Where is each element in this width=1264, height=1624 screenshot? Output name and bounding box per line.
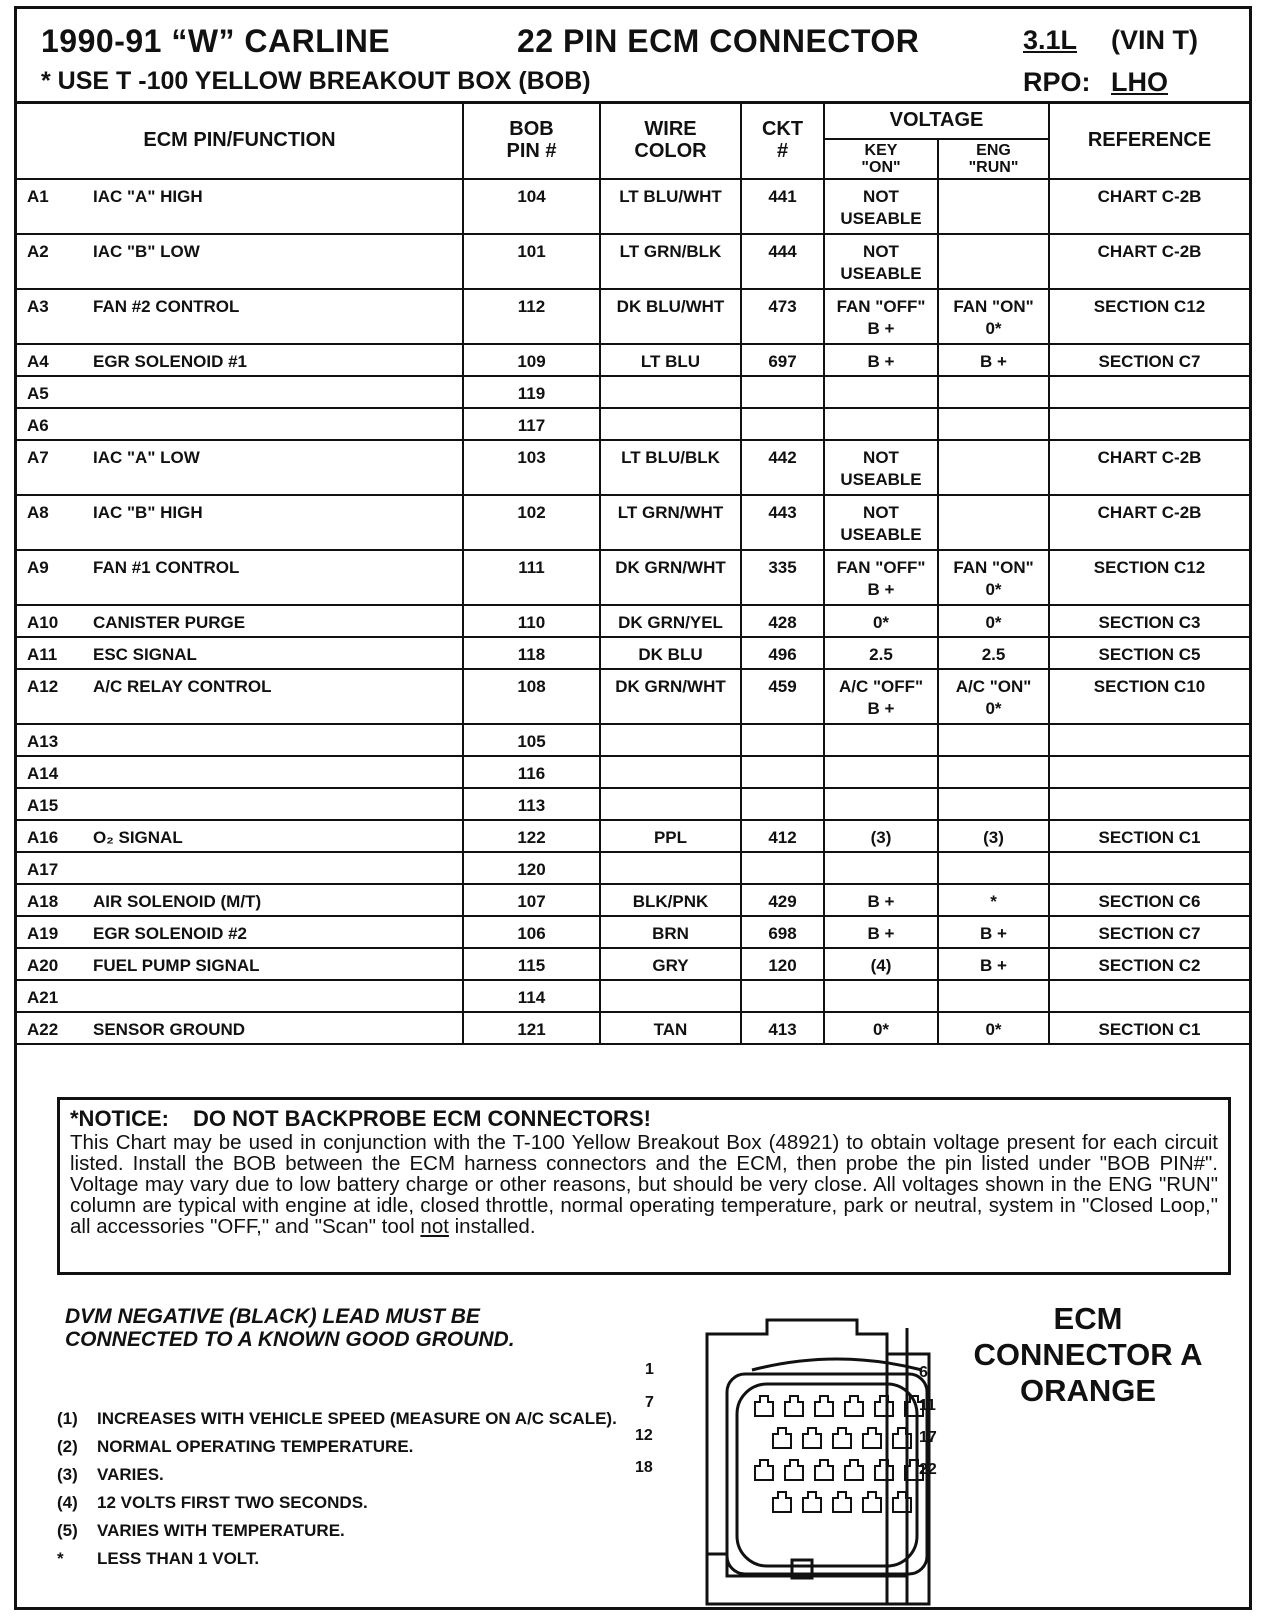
reference-cell: SECTION C1 — [1049, 1012, 1249, 1044]
eng-run-voltage-cell: B + — [938, 916, 1049, 948]
pin-cavity — [833, 1428, 851, 1448]
pin-cavity — [773, 1428, 791, 1448]
pin-rows — [17, 179, 1249, 1044]
bob-pin-cell: 117 — [463, 408, 600, 440]
pin-function-cell — [17, 605, 463, 637]
key-on-voltage-cell: 2.5 — [824, 637, 938, 669]
reference-cell: SECTION C12 — [1049, 289, 1249, 344]
dvm-warning-line2: CONNECTED TO A KNOWN GOOD GROUND. — [65, 1328, 515, 1351]
pin-id: A17 — [27, 860, 59, 879]
wire-color-cell — [600, 408, 741, 440]
bob-pin-cell: 101 — [463, 234, 600, 289]
pin-cavity — [845, 1460, 863, 1480]
footnote — [57, 1405, 617, 1433]
pin-function-cell — [17, 637, 463, 669]
footnote — [57, 1433, 617, 1461]
pin-function-cell — [17, 980, 463, 1012]
footnote-text: 12 VOLTS FIRST TWO SECONDS. — [97, 1493, 368, 1512]
rpo-value: LHO — [1111, 67, 1168, 97]
eng-run-voltage-cell: 2.5 — [938, 637, 1049, 669]
pin-id: A18 — [27, 892, 59, 911]
pin-cavity — [803, 1428, 821, 1448]
pin-function-name: AIR SOLENOID (M/T) — [93, 892, 262, 911]
pin-id: A1 — [27, 187, 49, 206]
footnote — [57, 1461, 617, 1489]
footnote-text: NORMAL OPERATING TEMPERATURE. — [97, 1437, 414, 1456]
pin-voltage-table — [17, 101, 1249, 1045]
footnote-text: INCREASES WITH VEHICLE SPEED (MEASURE ON A/C SCALE). — [97, 1409, 617, 1428]
bob-pin-cell: 102 — [463, 495, 600, 550]
table-row — [17, 788, 1249, 820]
eng-run-voltage-cell — [938, 179, 1049, 234]
eng-run-voltage-cell — [938, 852, 1049, 884]
pin-function-cell — [17, 376, 463, 408]
footnote — [57, 1489, 617, 1517]
circuit-cell: 459 — [741, 669, 824, 724]
bob-pin-cell: 112 — [463, 289, 600, 344]
reference-cell: SECTION C7 — [1049, 344, 1249, 376]
pin-cavity — [785, 1396, 803, 1416]
eng-run-voltage-cell — [938, 756, 1049, 788]
pin-cavity — [815, 1460, 833, 1480]
circuit-cell: 441 — [741, 179, 824, 234]
eng-run-voltage-cell: 0* — [938, 605, 1049, 637]
connector-face — [737, 1384, 917, 1566]
header-bob-pin: BOB PIN # — [463, 101, 600, 179]
eng-run-voltage-cell — [938, 495, 1049, 550]
reference-cell — [1049, 408, 1249, 440]
eng-run-voltage-cell — [938, 408, 1049, 440]
reference-cell: CHART C-2B — [1049, 234, 1249, 289]
circuit-cell: 335 — [741, 550, 824, 605]
table-row — [17, 408, 1249, 440]
key-on-voltage-cell — [824, 980, 938, 1012]
wire-color-cell: LT GRN/WHT — [600, 495, 741, 550]
pin-function-cell — [17, 756, 463, 788]
wire-color-cell — [600, 788, 741, 820]
key-on-voltage-cell: (3) — [824, 820, 938, 852]
bob-pin-cell: 113 — [463, 788, 600, 820]
pin-id: A11 — [27, 645, 58, 664]
notice-text-end: installed. — [448, 1215, 536, 1238]
notice-underlined-word: not — [420, 1215, 449, 1238]
pin-function-cell — [17, 820, 463, 852]
pin-number-left-7: 7 — [645, 1394, 654, 1411]
pin-function-cell — [17, 440, 463, 495]
eng-run-voltage-cell: FAN "ON" 0* — [938, 289, 1049, 344]
pin-function-cell — [17, 550, 463, 605]
bob-pin-cell: 119 — [463, 376, 600, 408]
eng-run-voltage-cell: B + — [938, 344, 1049, 376]
eng-run-voltage-cell: FAN "ON" 0* — [938, 550, 1049, 605]
pin-id: A15 — [27, 796, 59, 815]
pin-cavity — [845, 1396, 863, 1416]
bob-pin-cell: 110 — [463, 605, 600, 637]
connector-label — [965, 1301, 1211, 1409]
circuit-cell — [741, 788, 824, 820]
connector-housing — [707, 1320, 929, 1604]
pin-cavity — [875, 1396, 893, 1416]
wire-color-cell: GRY — [600, 948, 741, 980]
table-row — [17, 884, 1249, 916]
pin-cavity — [755, 1460, 773, 1480]
key-on-voltage-cell: B + — [824, 884, 938, 916]
dvm-warning — [65, 1305, 515, 1351]
eng-run-voltage-cell — [938, 440, 1049, 495]
wire-color-cell: BLK/PNK — [600, 884, 741, 916]
pin-function-name: FUEL PUMP SIGNAL — [93, 956, 260, 975]
pin-id: A5 — [27, 384, 49, 403]
pin-function-name: IAC "B" LOW — [93, 242, 200, 261]
pin-number-right-17: 17 — [919, 1429, 937, 1446]
pin-function-cell — [17, 852, 463, 884]
wire-color-cell: PPL — [600, 820, 741, 852]
reference-cell: SECTION C6 — [1049, 884, 1249, 916]
reference-cell: SECTION C5 — [1049, 637, 1249, 669]
pin-number-left-1: 1 — [645, 1361, 654, 1378]
wire-color-cell — [600, 980, 741, 1012]
footnote-key: (4) — [57, 1493, 78, 1512]
pin-id: A21 — [27, 988, 59, 1007]
wire-color-cell: LT GRN/BLK — [600, 234, 741, 289]
notice-body — [70, 1132, 1218, 1237]
pin-function-cell — [17, 495, 463, 550]
notice-warning: DO NOT BACKPROBE ECM CONNECTORS! — [193, 1106, 651, 1131]
wire-color-cell — [600, 756, 741, 788]
header-ckt: CKT # — [741, 101, 824, 179]
wire-color-cell: DK GRN/WHT — [600, 669, 741, 724]
wire-color-cell — [600, 724, 741, 756]
reference-cell: SECTION C7 — [1049, 916, 1249, 948]
bob-pin-cell: 121 — [463, 1012, 600, 1044]
connector-label-line2: CONNECTOR A — [973, 1337, 1203, 1372]
key-on-voltage-cell: NOT USEABLE — [824, 440, 938, 495]
pin-cavity — [815, 1396, 833, 1416]
pin-id: A4 — [27, 352, 49, 371]
eng-run-voltage-cell — [938, 234, 1049, 289]
circuit-cell — [741, 376, 824, 408]
footnote — [57, 1517, 617, 1545]
bob-pin-cell: 103 — [463, 440, 600, 495]
key-on-voltage-cell — [824, 756, 938, 788]
pin-id: A3 — [27, 297, 49, 316]
connector-body — [727, 1374, 927, 1574]
wire-color-cell: LT BLU/WHT — [600, 179, 741, 234]
table-row — [17, 289, 1249, 344]
vin-code: (VIN T) — [1111, 25, 1198, 55]
pin-id: A8 — [27, 503, 49, 522]
table-row — [17, 605, 1249, 637]
key-on-voltage-cell: FAN "OFF" B + — [824, 550, 938, 605]
key-on-voltage-cell — [824, 408, 938, 440]
table-row — [17, 820, 1249, 852]
table-row — [17, 637, 1249, 669]
ecm-connector-diagram — [697, 1314, 937, 1609]
footnote — [57, 1545, 617, 1573]
wire-color-cell — [600, 852, 741, 884]
reference-cell: CHART C-2B — [1049, 440, 1249, 495]
pin-id: A12 — [27, 677, 59, 696]
key-on-voltage-cell: FAN "OFF" B + — [824, 289, 938, 344]
bob-instruction: * USE T -100 YELLOW BREAKOUT BOX (BOB) — [41, 67, 591, 95]
key-on-voltage-cell — [824, 852, 938, 884]
notice-text: This Chart may be used in conjunction with the T-100 Yellow Breakout Box (48921) to obtain voltage present for each circuit listed. Install the BOB between the ECM harness connectors and the ECM, then probe the pin listed under "BOB PIN#". Voltage may vary due to low battery charge or other reasons, but should be very close. All voltages shown in the ENG "RUN" column are typical with engine at idle, closed throttle, normal operating temperature, park or neutral, system in "Closed Loop," all accessories "OFF," and "Scan" tool — [70, 1131, 1218, 1238]
pin-cavity — [875, 1460, 893, 1480]
header-wire-color: WIRE COLOR — [600, 101, 741, 179]
pin-id: A16 — [27, 828, 59, 847]
pin-id: A7 — [27, 448, 49, 467]
circuit-cell: 442 — [741, 440, 824, 495]
reference-cell — [1049, 376, 1249, 408]
pin-function-name: ESC SIGNAL — [93, 645, 197, 664]
eng-run-voltage-cell: B + — [938, 948, 1049, 980]
reference-cell — [1049, 756, 1249, 788]
wire-color-cell: DK BLU/WHT — [600, 289, 741, 344]
pin-id: A22 — [27, 1020, 59, 1039]
pin-function-name: CANISTER PURGE — [93, 613, 246, 632]
key-on-voltage-cell: NOT USEABLE — [824, 234, 938, 289]
pin-number-right-11: 11 — [919, 1397, 936, 1414]
table-row — [17, 948, 1249, 980]
pin-cavity — [863, 1492, 881, 1512]
footnote-key: (2) — [57, 1437, 78, 1456]
pin-number-left-18: 18 — [635, 1459, 653, 1476]
table-row — [17, 376, 1249, 408]
pin-function-name: IAC "A" LOW — [93, 448, 200, 467]
notice-box — [57, 1097, 1231, 1275]
key-on-voltage-cell — [824, 724, 938, 756]
table-row — [17, 1012, 1249, 1044]
table-row — [17, 179, 1249, 234]
pin-function-cell — [17, 724, 463, 756]
pin-function-cell — [17, 234, 463, 289]
circuit-cell: 496 — [741, 637, 824, 669]
pin-function-cell — [17, 916, 463, 948]
key-on-voltage-cell: 0* — [824, 1012, 938, 1044]
eng-run-voltage-cell: 0* — [938, 1012, 1049, 1044]
bob-pin-cell: 109 — [463, 344, 600, 376]
bob-pin-cell: 118 — [463, 637, 600, 669]
footnote-key: (5) — [57, 1521, 78, 1540]
pin-id: A10 — [27, 613, 59, 632]
reference-cell: SECTION C1 — [1049, 820, 1249, 852]
circuit-cell: 428 — [741, 605, 824, 637]
circuit-cell: 444 — [741, 234, 824, 289]
rpo-label: RPO: — [1023, 67, 1091, 97]
table-row — [17, 344, 1249, 376]
wire-color-cell: DK GRN/YEL — [600, 605, 741, 637]
key-on-voltage-cell: B + — [824, 916, 938, 948]
key-on-voltage-cell: NOT USEABLE — [824, 495, 938, 550]
wire-color-cell: DK GRN/WHT — [600, 550, 741, 605]
table-row — [17, 440, 1249, 495]
bob-pin-cell: 111 — [463, 550, 600, 605]
bob-pin-cell: 116 — [463, 756, 600, 788]
connector-label-line3: ORANGE — [1019, 1373, 1157, 1408]
table-row — [17, 550, 1249, 605]
circuit-cell: 698 — [741, 916, 824, 948]
pin-cavity — [863, 1428, 881, 1448]
table-row — [17, 669, 1249, 724]
eng-run-voltage-cell: (3) — [938, 820, 1049, 852]
connector-title: 22 PIN ECM CONNECTOR — [517, 23, 920, 59]
engine-size: 3.1L — [1023, 25, 1078, 55]
pin-id: A2 — [27, 242, 49, 261]
circuit-cell — [741, 980, 824, 1012]
footnote-text: VARIES. — [97, 1465, 164, 1484]
bob-pin-cell: 108 — [463, 669, 600, 724]
circuit-cell: 413 — [741, 1012, 824, 1044]
wire-color-cell — [600, 376, 741, 408]
reference-cell — [1049, 980, 1249, 1012]
pin-function-cell — [17, 408, 463, 440]
dvm-warning-line1: DVM NEGATIVE (BLACK) LEAD MUST BE — [65, 1305, 480, 1328]
reference-cell — [1049, 724, 1249, 756]
key-on-voltage-cell: B + — [824, 344, 938, 376]
key-on-voltage-cell: A/C "OFF" B + — [824, 669, 938, 724]
pin-function-cell — [17, 344, 463, 376]
footnote-text: LESS THAN 1 VOLT. — [97, 1549, 260, 1568]
pin-function-cell — [17, 948, 463, 980]
pin-function-cell — [17, 788, 463, 820]
wire-color-cell: DK BLU — [600, 637, 741, 669]
pin-function-cell — [17, 179, 463, 234]
key-on-voltage-cell: 0* — [824, 605, 938, 637]
eng-run-voltage-cell — [938, 376, 1049, 408]
reference-cell — [1049, 852, 1249, 884]
circuit-cell — [741, 852, 824, 884]
circuit-cell — [741, 756, 824, 788]
key-on-voltage-cell: NOT USEABLE — [824, 179, 938, 234]
bob-pin-cell: 115 — [463, 948, 600, 980]
footnote-key: (3) — [57, 1465, 78, 1484]
pin-number-right-6: 6 — [919, 1364, 928, 1381]
reference-cell — [1049, 788, 1249, 820]
pin-cavity — [785, 1460, 803, 1480]
pin-function-name: A/C RELAY CONTROL — [93, 677, 272, 696]
pin-function-name: SENSOR GROUND — [93, 1020, 246, 1039]
document-header — [17, 9, 1249, 104]
pin-cavity — [755, 1396, 773, 1416]
eng-run-voltage-cell — [938, 788, 1049, 820]
pin-function-name: FAN #1 CONTROL — [93, 558, 240, 577]
table-row — [17, 980, 1249, 1012]
header-pin-function: ECM PIN/FUNCTION — [17, 101, 463, 179]
wire-color-cell: BRN — [600, 916, 741, 948]
pin-id: A6 — [27, 416, 49, 435]
circuit-cell — [741, 408, 824, 440]
circuit-cell: 429 — [741, 884, 824, 916]
table-row — [17, 916, 1249, 948]
bob-pin-cell: 106 — [463, 916, 600, 948]
pin-id: A13 — [27, 732, 59, 751]
bob-pin-cell: 122 — [463, 820, 600, 852]
reference-cell: SECTION C3 — [1049, 605, 1249, 637]
pin-function-name: EGR SOLENOID #1 — [93, 352, 247, 371]
reference-cell: SECTION C12 — [1049, 550, 1249, 605]
pin-number-right-22: 22 — [919, 1461, 937, 1478]
reference-cell: CHART C-2B — [1049, 179, 1249, 234]
key-on-voltage-cell — [824, 788, 938, 820]
notice-heading — [70, 1106, 1218, 1132]
pin-function-cell — [17, 669, 463, 724]
reference-cell: SECTION C10 — [1049, 669, 1249, 724]
circuit-cell: 473 — [741, 289, 824, 344]
footnote-key: (1) — [57, 1409, 78, 1428]
pin-function-name: EGR SOLENOID #2 — [93, 924, 247, 943]
pin-id: A14 — [27, 764, 59, 783]
circuit-cell: 697 — [741, 344, 824, 376]
pin-function-cell — [17, 289, 463, 344]
connector-label-line1: ECM — [1053, 1301, 1123, 1336]
pin-id: A20 — [27, 956, 59, 975]
pin-function-name: IAC "A" HIGH — [93, 187, 203, 206]
circuit-cell: 412 — [741, 820, 824, 852]
pin-function-cell — [17, 1012, 463, 1044]
bob-pin-cell: 105 — [463, 724, 600, 756]
header-voltage: VOLTAGE — [824, 101, 1049, 139]
table-row — [17, 495, 1249, 550]
pin-function-name: FAN #2 CONTROL — [93, 297, 240, 316]
circuit-cell — [741, 724, 824, 756]
pin-function-cell — [17, 884, 463, 916]
header-reference: REFERENCE — [1049, 101, 1249, 179]
table-row — [17, 724, 1249, 756]
document-frame — [14, 6, 1252, 1610]
eng-run-voltage-cell — [938, 980, 1049, 1012]
table-row — [17, 852, 1249, 884]
pin-number-left-12: 12 — [635, 1427, 653, 1444]
reference-cell: CHART C-2B — [1049, 495, 1249, 550]
reference-cell: SECTION C2 — [1049, 948, 1249, 980]
eng-run-voltage-cell: A/C "ON" 0* — [938, 669, 1049, 724]
key-on-voltage-cell: (4) — [824, 948, 938, 980]
footnote-text: VARIES WITH TEMPERATURE. — [97, 1521, 345, 1540]
pin-cavity — [833, 1492, 851, 1512]
notice-label: *NOTICE: — [70, 1106, 169, 1131]
bob-pin-cell: 107 — [463, 884, 600, 916]
pin-cavity — [803, 1492, 821, 1512]
pin-function-name: O₂ SIGNAL — [93, 828, 183, 847]
pin-id: A19 — [27, 924, 59, 943]
pin-id: A9 — [27, 558, 49, 577]
pin-cavities — [755, 1396, 923, 1512]
header-key-on: KEY "ON" — [824, 139, 938, 179]
table-row — [17, 756, 1249, 788]
circuit-cell: 443 — [741, 495, 824, 550]
wire-color-cell: TAN — [600, 1012, 741, 1044]
circuit-cell: 120 — [741, 948, 824, 980]
pin-function-name: IAC "B" HIGH — [93, 503, 203, 522]
bob-pin-cell: 104 — [463, 179, 600, 234]
wire-color-cell: LT BLU — [600, 344, 741, 376]
footnote-key: * — [57, 1549, 64, 1568]
key-on-voltage-cell — [824, 376, 938, 408]
eng-run-voltage-cell — [938, 724, 1049, 756]
bob-pin-cell: 120 — [463, 852, 600, 884]
wire-color-cell: LT BLU/BLK — [600, 440, 741, 495]
bob-pin-cell: 114 — [463, 980, 600, 1012]
carline-title: 1990-91 “W” CARLINE — [41, 23, 391, 59]
footnotes — [57, 1405, 617, 1573]
header-eng-run: ENG "RUN" — [938, 139, 1049, 179]
pin-cavity — [773, 1492, 791, 1512]
table-row — [17, 234, 1249, 289]
eng-run-voltage-cell: * — [938, 884, 1049, 916]
